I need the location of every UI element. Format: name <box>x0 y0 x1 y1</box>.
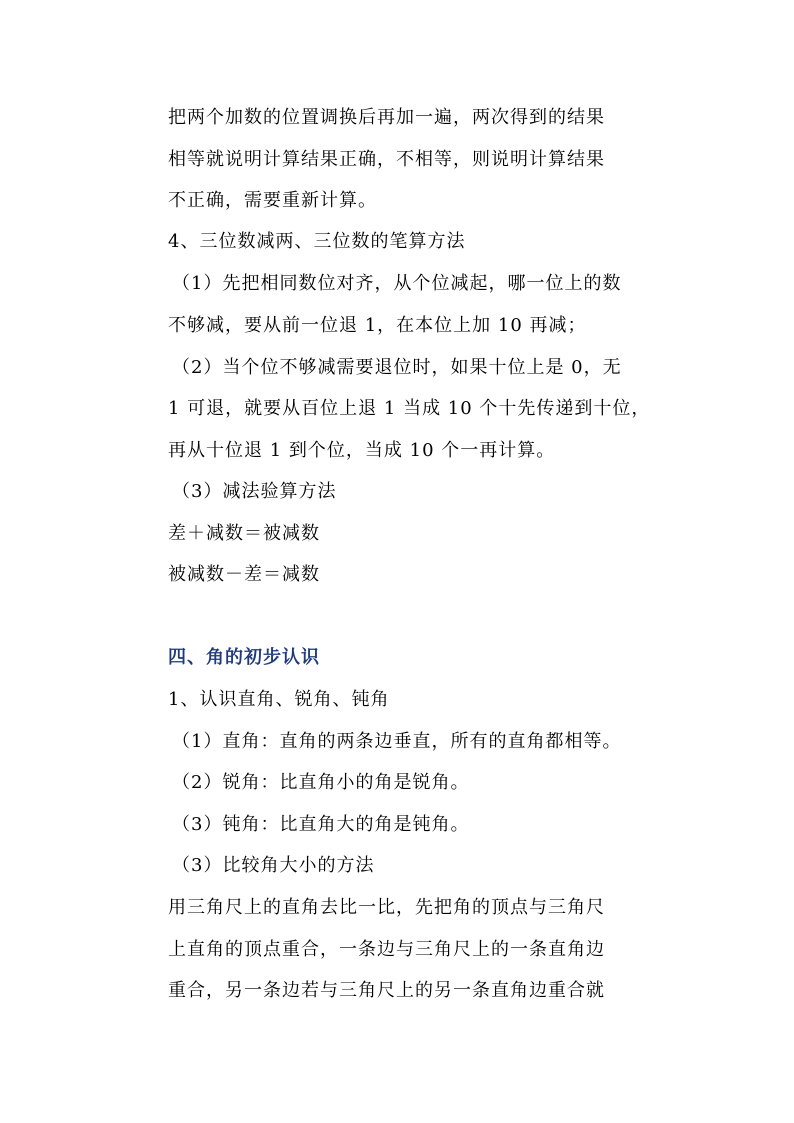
paragraph-line: 用三角尺上的直角去比一比，先把角的顶点与三角尺 <box>168 897 605 918</box>
paragraph-line: 相等就说明计算结果正确，不相等，则说明计算结果 <box>168 149 605 170</box>
paragraph-line: 把两个加数的位置调换后再加一遍，两次得到的结果 <box>168 107 605 128</box>
paragraph-line: 不正确，需要重新计算。 <box>168 190 377 211</box>
paragraph-line: （2）锐角：比直角小的角是锐角。 <box>172 772 470 793</box>
paragraph-line: 上直角的顶点重合，一条边与三角尺上的一条直角边 <box>168 939 605 960</box>
paragraph-line: （1）先把相同数位对齐，从个位减起，哪一位上的数 <box>172 273 622 294</box>
paragraph-line: 不够减，要从前一位退 1，在本位上加 10 再减； <box>168 315 587 336</box>
subsection-title: 1、认识直角、锐角、钝角 <box>168 689 390 710</box>
paragraph-line: 再从十位退 1 到个位，当成 10 个一再计算。 <box>168 440 556 461</box>
paragraph-line: （3）钝角：比直角大的角是钝角。 <box>172 814 470 835</box>
section-heading: 四、角的初步认识 <box>168 647 320 668</box>
paragraph-line: （2）当个位不够减需要退位时，如果十位上是 0，无 <box>172 357 622 378</box>
subsection-title: 4、三位数减两、三位数的笔算方法 <box>168 231 466 252</box>
formula-line: 差＋减数＝被减数 <box>168 523 320 544</box>
formula-line: 被减数－差＝减数 <box>168 564 320 585</box>
paragraph-line: （1）直角：直角的两条边垂直，所有的直角都相等。 <box>172 731 622 752</box>
paragraph-line: 重合，另一条边若与三角尺上的另一条直角边重合就 <box>168 980 605 1001</box>
paragraph-line: 1 可退，就要从百位上退 1 当成 10 个十先传递到十位， <box>168 398 651 419</box>
paragraph-line: （3）减法验算方法 <box>172 481 337 502</box>
paragraph-line: （3）比较角大小的方法 <box>172 855 375 876</box>
